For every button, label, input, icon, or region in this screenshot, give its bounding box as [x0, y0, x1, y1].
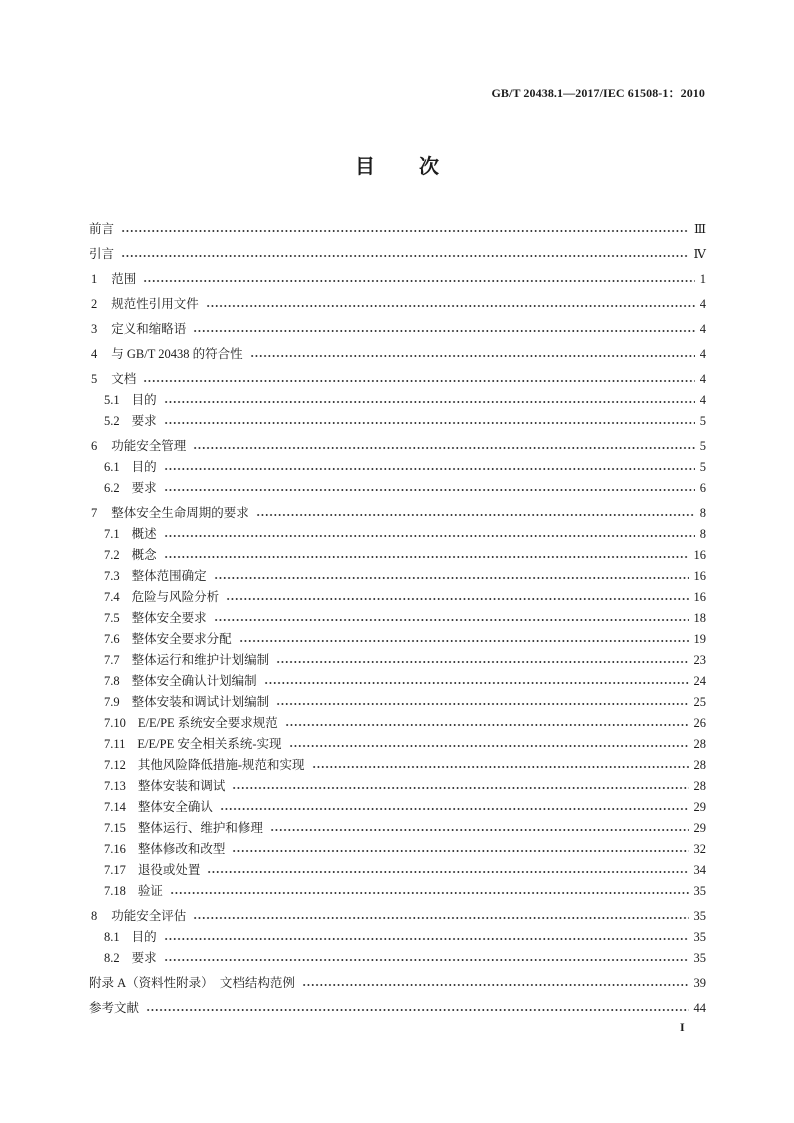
toc-entry-number: 7.18 [104, 884, 126, 898]
toc-entry-title: 范围 [111, 272, 137, 286]
toc-dot-leader [206, 294, 695, 315]
toc-entry-title: 要求 [131, 481, 157, 495]
toc-entry-page: 4 [699, 322, 706, 336]
toc-entry-number: 3 [91, 322, 98, 336]
toc-dot-leader [302, 973, 689, 994]
toc-entry-page: Ⅲ [693, 222, 706, 236]
toc-entry-number: 5.1 [104, 393, 120, 407]
toc-entry-title: 整体运行和维护计划编制 [131, 653, 270, 667]
toc-entry [89, 860, 706, 881]
toc-dot-leader [193, 906, 688, 927]
toc-entry-title: 其他风险降低措施-规范和实现 [137, 758, 305, 772]
toc-dot-leader [170, 881, 689, 902]
toc-dot-leader [164, 411, 695, 432]
toc-entry-title: 规范性引用文件 [111, 297, 199, 311]
toc-entry-page: 29 [693, 800, 706, 814]
page-number: I [680, 1020, 685, 1034]
toc-dot-leader [239, 629, 689, 650]
toc-dot-leader [164, 927, 689, 948]
toc-entry-number: 7.10 [104, 716, 126, 730]
toc-entry-number: 6 [91, 439, 98, 453]
toc-dot-leader [276, 692, 688, 713]
toc-entry-page: 35 [693, 884, 706, 898]
toc-entry [89, 755, 706, 776]
toc-entry-page: 26 [693, 716, 706, 730]
toc-entry-title: 与 GB/T 20438 的符合性 [111, 347, 243, 361]
toc-dot-leader [143, 269, 694, 290]
toc-entry-title: 整体安装和调试 [137, 779, 226, 793]
toc-entry-page: 4 [699, 347, 706, 361]
toc-entry-number: 7.9 [104, 695, 120, 709]
toc-entry [89, 478, 706, 499]
toc-entry-title: 整体安全确认 [137, 800, 213, 814]
toc-entry [89, 524, 706, 545]
toc-entry [89, 998, 706, 1019]
toc-dot-leader [164, 948, 689, 969]
toc-entry [89, 629, 706, 650]
toc-entry-page: 24 [693, 674, 706, 688]
toc-entry-page: 4 [699, 297, 706, 311]
toc-entry-page: 28 [693, 758, 706, 772]
toc-entry-number: 7.5 [104, 611, 120, 625]
toc-entry-page: 1 [699, 272, 706, 286]
toc-entry-title: 引言 [89, 247, 115, 261]
toc-entry-title: 目的 [131, 460, 157, 474]
toc-entry [89, 650, 706, 671]
toc-dot-leader [164, 457, 695, 478]
toc-entry [89, 545, 706, 566]
toc-entry [89, 369, 706, 390]
toc-entry [89, 436, 706, 457]
toc-dot-leader [256, 503, 695, 524]
toc-dot-leader [264, 671, 689, 692]
toc-entry-number: 8.2 [104, 951, 120, 965]
toc-dot-leader [270, 818, 689, 839]
toc-entry [89, 294, 706, 315]
toc-entry [89, 818, 706, 839]
toc-dot-leader [289, 734, 689, 755]
toc-entry-title: 要求 [131, 414, 157, 428]
toc-entry-number: 7.13 [104, 779, 126, 793]
toc-dot-leader [164, 390, 695, 411]
toc-entry [89, 839, 706, 860]
toc-entry [89, 503, 706, 524]
toc-entry-page: 18 [693, 611, 706, 625]
toc-entry-page: 25 [693, 695, 706, 709]
toc-dot-leader [164, 478, 695, 499]
toc-entry-number: 1 [91, 272, 98, 286]
toc-entry-number: 7.11 [104, 737, 126, 751]
toc-entry-page: 28 [693, 779, 706, 793]
toc-entry-page: 28 [693, 737, 706, 751]
toc-dot-leader [193, 319, 694, 340]
toc-entry-number: 8 [91, 909, 98, 923]
toc-entry [89, 881, 706, 902]
toc-entry-number: 7.17 [104, 863, 126, 877]
toc-entry [89, 948, 706, 969]
standard-code-header: GB/T 20438.1—2017/IEC 61508-1：2010 [491, 86, 705, 100]
toc-entry [89, 587, 706, 608]
toc-entry-title: 整体范围确定 [131, 569, 207, 583]
toc-entry-page: 16 [693, 590, 706, 604]
toc-entry-number: 7.6 [104, 632, 120, 646]
toc-entry [89, 269, 706, 290]
toc-dot-leader [214, 566, 689, 587]
toc-entry [89, 734, 706, 755]
toc-entry [89, 776, 706, 797]
toc-entry [89, 457, 706, 478]
toc-entry-page: 5 [699, 414, 706, 428]
toc-dot-leader [232, 839, 688, 860]
toc-entry-page: 35 [693, 930, 706, 944]
toc-entry-title: 整体安装和调试计划编制 [131, 695, 270, 709]
toc-dot-leader [146, 998, 688, 1019]
toc-dot-leader [164, 524, 695, 545]
toc-entry-number: 2 [91, 297, 98, 311]
toc-entry-title: E/E/PE 安全相关系统-实现 [137, 737, 282, 751]
toc-entry-title: 目的 [131, 393, 157, 407]
toc-entry-title: 退役或处置 [137, 863, 201, 877]
toc-entry [89, 608, 706, 629]
toc-entry-page: 29 [693, 821, 706, 835]
toc-entry-title: 整体安全生命周期的要求 [111, 506, 249, 520]
toc-entry-title: 整体安全要求 [131, 611, 207, 625]
toc-entry-title: 参考文献 [89, 1001, 140, 1015]
toc-entry-number: 7.16 [104, 842, 126, 856]
toc-entry-page: 32 [693, 842, 706, 856]
toc-entry-title: 附录 A（资料性附录） 文档结构范例 [89, 976, 295, 990]
toc-entry [89, 244, 706, 265]
toc-entry-page: 19 [693, 632, 706, 646]
toc-entry-page: 39 [693, 976, 706, 990]
toc-entry-number: 7.3 [104, 569, 120, 583]
toc-entry [89, 973, 706, 994]
toc-entry-page: 6 [699, 481, 706, 495]
toc-entry [89, 713, 706, 734]
toc-entry [89, 671, 706, 692]
toc-entry-page: 8 [699, 527, 706, 541]
toc-entry-number: 5.2 [104, 414, 120, 428]
toc-dot-leader [232, 776, 688, 797]
toc-dot-leader [193, 436, 694, 457]
toc-entry-page: 16 [693, 569, 706, 583]
toc-entry-number: 6.2 [104, 481, 120, 495]
toc-entry [89, 344, 706, 365]
toc-entry-title: 目的 [131, 930, 157, 944]
toc-entry-page: 8 [699, 506, 706, 520]
toc-dot-leader [121, 219, 689, 240]
toc-entry [89, 319, 706, 340]
toc-dot-leader [220, 797, 689, 818]
toc-entry [89, 906, 706, 927]
toc-entry-page: 4 [699, 372, 706, 386]
toc-entry-number: 7.1 [104, 527, 120, 541]
toc-entry-title: 文档 [111, 372, 137, 386]
toc-entry-title: 危险与风险分析 [131, 590, 220, 604]
toc-entry-page: 23 [693, 653, 706, 667]
toc-dot-leader [121, 244, 688, 265]
toc-entry-page: 35 [693, 909, 706, 923]
toc-dot-leader [207, 860, 688, 881]
toc-entry [89, 692, 706, 713]
toc-entry-page: 16 [693, 548, 706, 562]
toc-dot-leader [226, 587, 688, 608]
toc-entry [89, 219, 706, 240]
toc-entry-number: 6.1 [104, 460, 120, 474]
toc-entry [89, 411, 706, 432]
toc-entry-title: 定义和缩略语 [111, 322, 187, 336]
toc-entry-number: 8.1 [104, 930, 120, 944]
toc-entry-title: 功能安全管理 [111, 439, 187, 453]
toc-dot-leader [312, 755, 689, 776]
toc-entry-number: 7.2 [104, 548, 120, 562]
toc-dot-leader [285, 713, 689, 734]
toc-entry-number: 7.8 [104, 674, 120, 688]
table-of-contents [89, 219, 706, 1019]
toc-entry-page: 34 [693, 863, 706, 877]
toc-entry-number: 5 [91, 372, 98, 386]
toc-entry-page: 4 [699, 393, 706, 407]
toc-dot-leader [276, 650, 688, 671]
toc-entry-number: 4 [91, 347, 98, 361]
toc-entry-page: 44 [693, 1001, 706, 1015]
toc-entry-number: 7 [91, 506, 98, 520]
toc-entry [89, 927, 706, 948]
toc-entry-title: 概念 [131, 548, 157, 562]
toc-entry [89, 797, 706, 818]
toc-entry-number: 7.7 [104, 653, 120, 667]
toc-entry-page: 35 [693, 951, 706, 965]
toc-entry-title: 整体安全要求分配 [131, 632, 232, 646]
toc-entry-title: 功能安全评估 [111, 909, 187, 923]
toc-dot-leader [164, 545, 689, 566]
toc-dot-leader [250, 344, 695, 365]
toc-entry-page: 5 [699, 460, 706, 474]
toc-entry-title: 前言 [89, 222, 115, 236]
toc-entry-page: Ⅳ [693, 247, 706, 261]
toc-dot-leader [143, 369, 694, 390]
toc-entry [89, 390, 706, 411]
toc-entry-title: 整体安全确认计划编制 [131, 674, 257, 688]
toc-entry-number: 7.12 [104, 758, 126, 772]
toc-entry-title: 整体修改和改型 [137, 842, 226, 856]
toc-entry-number: 7.14 [104, 800, 126, 814]
toc-entry-number: 7.15 [104, 821, 126, 835]
toc-entry-title: 整体运行、维护和修理 [137, 821, 263, 835]
toc-entry [89, 566, 706, 587]
toc-entry-number: 7.4 [104, 590, 120, 604]
page-title: 目 次 [355, 156, 451, 178]
toc-dot-leader [214, 608, 689, 629]
toc-entry-title: 要求 [131, 951, 157, 965]
toc-entry-title: 概述 [131, 527, 157, 541]
toc-entry-title: 验证 [137, 884, 163, 898]
toc-entry-page: 5 [699, 439, 706, 453]
toc-entry-title: E/E/PE 系统安全要求规范 [137, 716, 278, 730]
